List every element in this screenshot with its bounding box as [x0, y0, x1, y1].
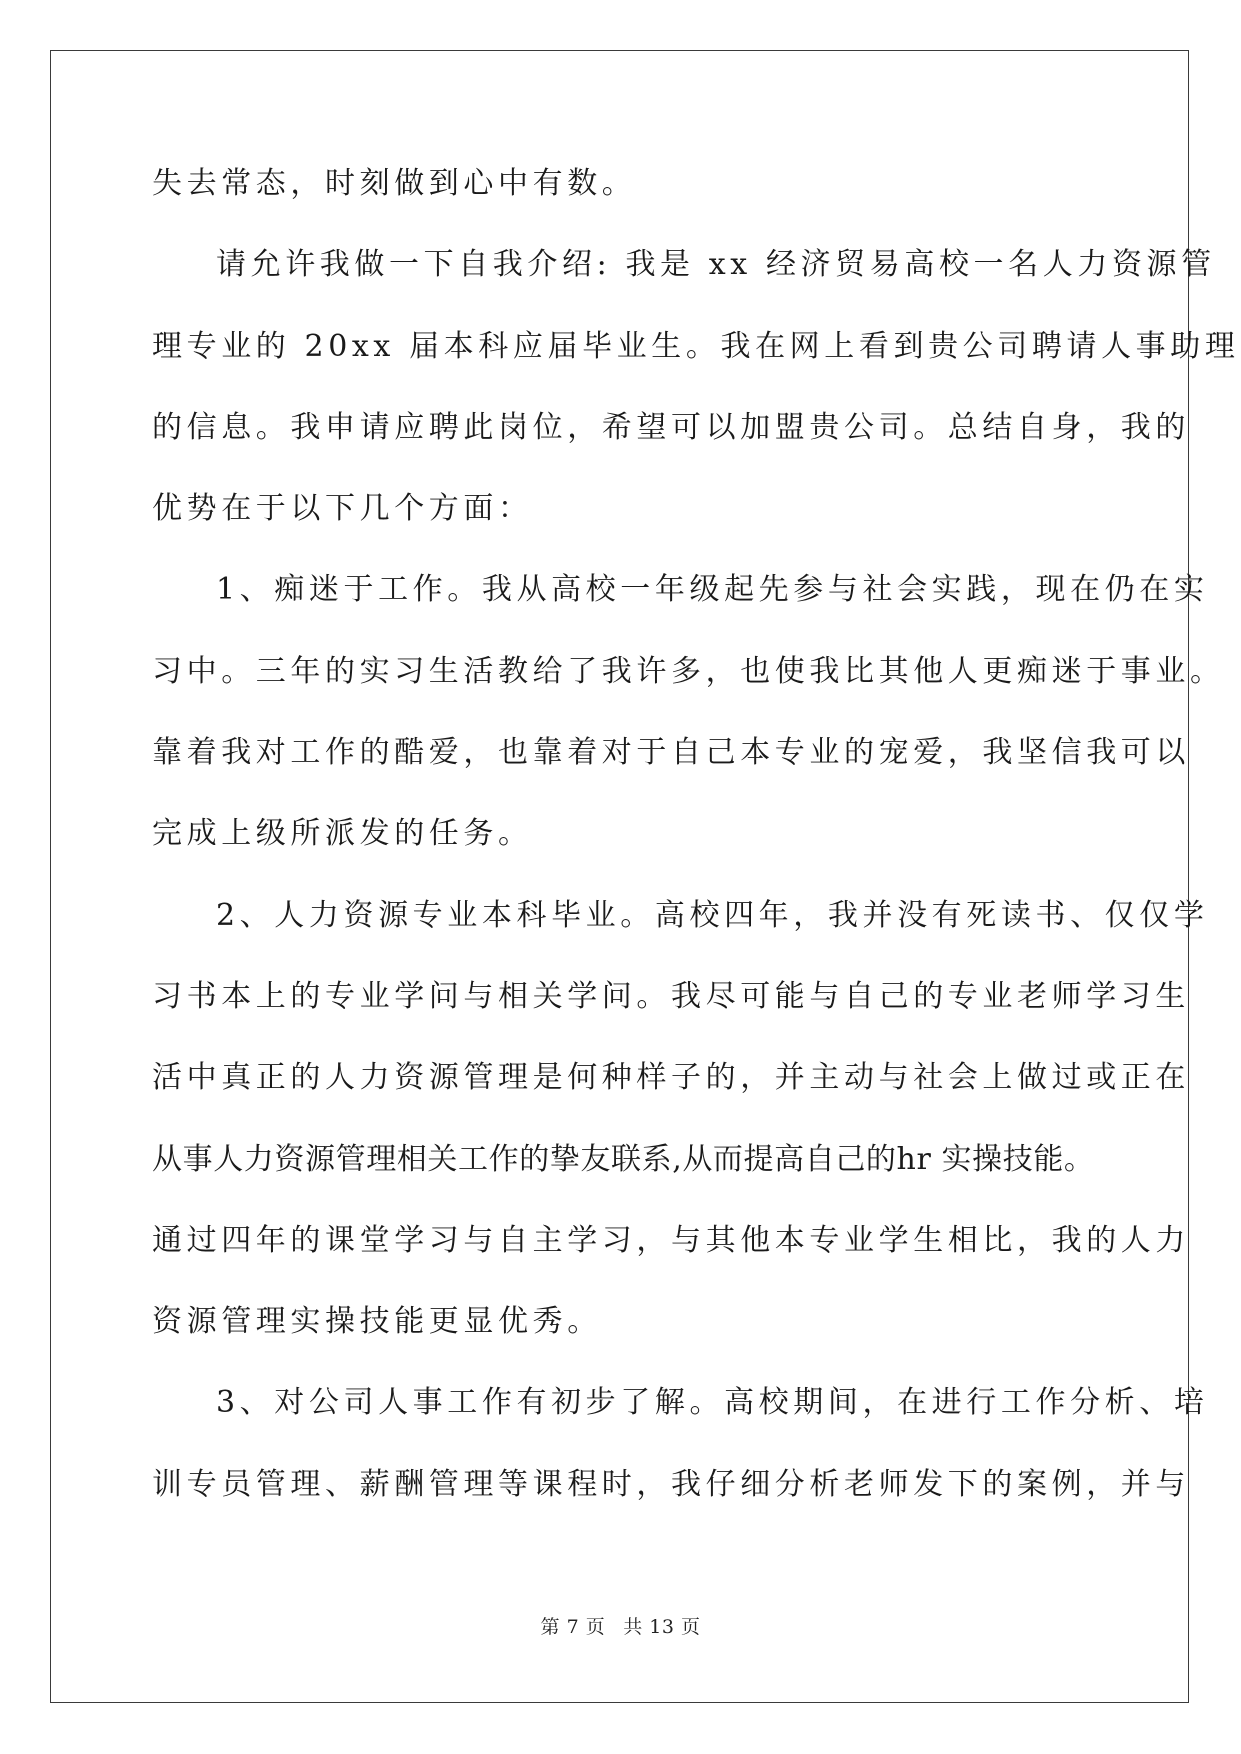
text-line: 从事人力资源管理相关工作的挚友联系,从而提高自己的hr 实操技能。	[152, 1141, 1095, 1177]
paragraph-first-line: 请允许我做一下自我介绍: 我是 xx 经济贸易高校一名人力资源管	[216, 247, 1216, 283]
text-line: 靠着我对工作的酷爱，也靠着对于自己本专业的宠爱，我坚信我可以	[152, 735, 1190, 771]
text-line: 习中。三年的实习生活教给了我许多，也使我比其他人更痴迷于事业。	[152, 653, 1225, 689]
text-line: 习书本上的专业学问与相关学问。我尽可能与自己的专业老师学习生	[152, 978, 1190, 1014]
page-number: 第 7 页	[540, 1616, 606, 1638]
document-body	[152, 160, 1240, 1542]
paragraph-first-line: 3、对公司人事工作有初步了解。高校期间，在进行工作分析、培	[216, 1385, 1209, 1421]
text-line: 通过四年的课堂学习与自主学习，与其他本专业学生相比，我的人力	[152, 1222, 1190, 1258]
text-line: 训专员管理、薪酬管理等课程时，我仔细分析老师发下的案例，并与	[152, 1466, 1190, 1502]
text-line: 理专业的 20xx 届本科应届毕业生。我在网上看到贵公司聘请人事助理	[152, 328, 1240, 364]
text-line: 完成上级所派发的任务。	[152, 816, 533, 852]
text-line: 失去常态，时刻做到心中有数。	[152, 166, 637, 201]
page-footer	[0, 1612, 1241, 1639]
text-line: 优势在于以下几个方面：	[152, 491, 533, 527]
paragraph-first-line: 1、痴迷于工作。我从高校一年级起先参与社会实践，现在仍在实	[216, 572, 1209, 608]
text-line: 资源管理实操技能更显优秀。	[152, 1304, 602, 1340]
text-line: 的信息。我申请应聘此岗位，希望可以加盟贵公司。总结自身，我的	[152, 409, 1190, 445]
text-line: 活中真正的人力资源管理是何种样子的，并主动与社会上做过或正在	[152, 1060, 1190, 1096]
page-total: 共 13 页	[623, 1616, 701, 1638]
paragraph-first-line: 2、人力资源专业本科毕业。高校四年，我并没有死读书、仅仅学	[216, 897, 1209, 933]
